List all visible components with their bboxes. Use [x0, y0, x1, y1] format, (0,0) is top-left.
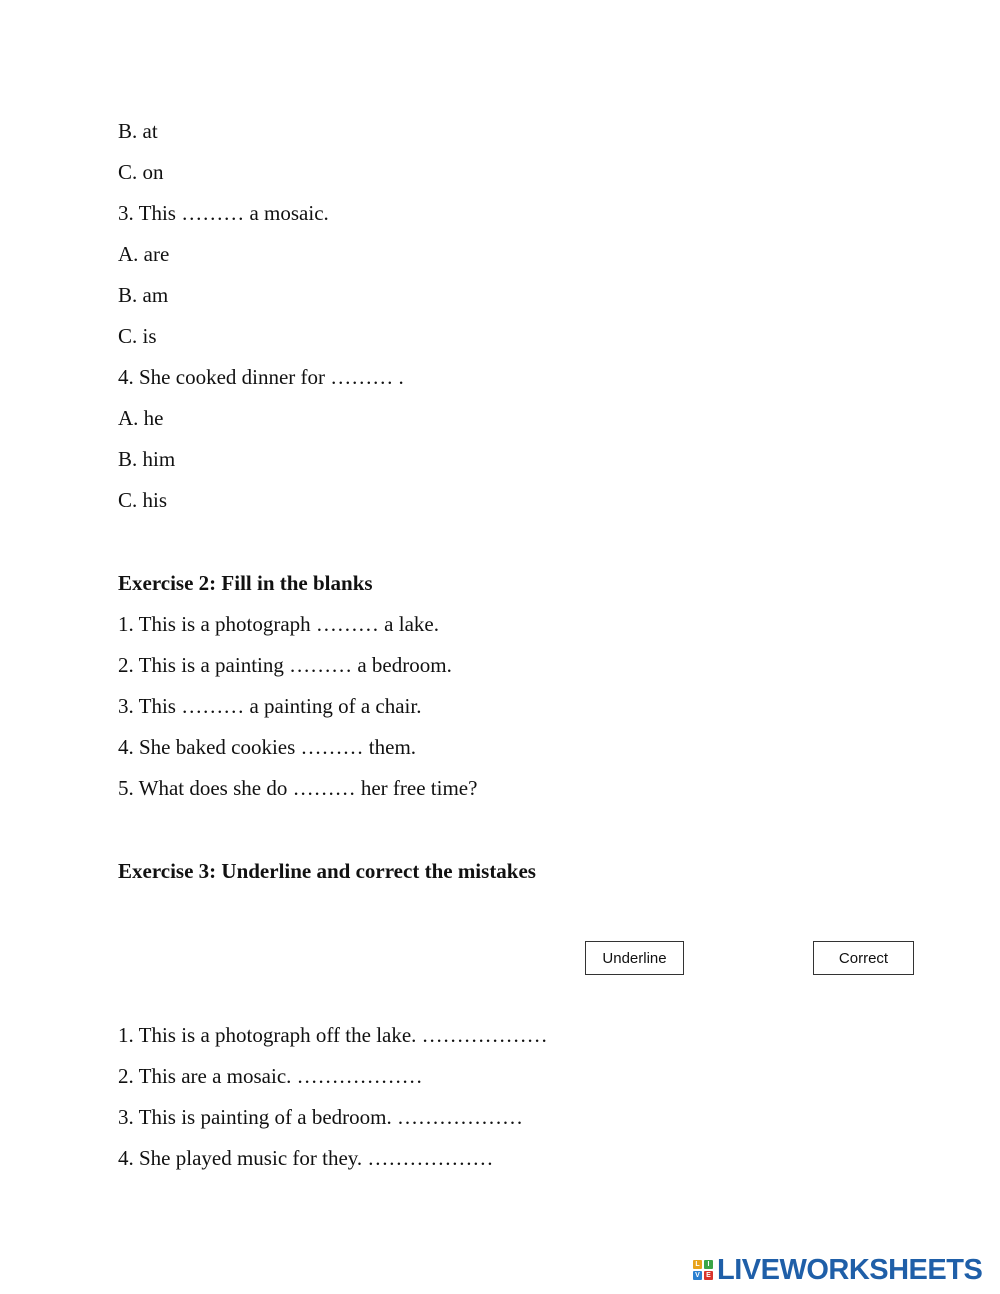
correct-label-box: Correct [813, 941, 914, 975]
logo-mark-letter-e: E [704, 1271, 713, 1280]
logo-mark-letter-v: V [693, 1271, 702, 1280]
ex2-item-2: 2. This is a painting ……… a bedroom. [118, 653, 452, 677]
ex1-q3-option-b: B. am [118, 283, 169, 307]
ex1-q3-option-c: C. is [118, 324, 157, 348]
ex1-question-4: 4. She cooked dinner for ……… . [118, 365, 404, 389]
ex1-q4-option-c: C. his [118, 488, 168, 512]
ex2-item-4: 4. She baked cookies ……… them. [118, 735, 417, 759]
ex2-item-5: 5. What does she do ……… her free time? [118, 776, 478, 800]
ex3-item-1: 1. This is a photograph off the lake. ……………… [118, 1023, 548, 1047]
logo-text: LIVEWORKSHEETS [717, 1253, 983, 1286]
ex1-q4-option-b: B. him [118, 447, 176, 471]
logo-mark-icon [693, 1260, 713, 1280]
logo-mark-letter-i: I [704, 1260, 713, 1269]
exercise-2-title: Exercise 2: Fill in the blanks [118, 571, 373, 595]
underline-label-box: Underline [585, 941, 684, 975]
ex3-item-2: 2. This are a mosaic. ……………… [118, 1064, 423, 1088]
ex2-item-3: 3. This ……… a painting of a chair. [118, 694, 422, 718]
ex1-q4-option-a: A. he [118, 406, 164, 430]
logo-mark-letter-l: L [693, 1260, 702, 1269]
ex2-item-1: 1. This is a photograph ……… a lake. [118, 612, 439, 636]
ex1-option-b-at: B. at [118, 119, 158, 143]
ex1-option-c-on: C. on [118, 160, 164, 184]
ex1-q3-option-a: A. are [118, 242, 170, 266]
ex3-item-4: 4. She played music for they. ……………… [118, 1146, 494, 1170]
ex3-item-3: 3. This is painting of a bedroom. ……………… [118, 1105, 523, 1129]
exercise-3-title: Exercise 3: Underline and correct the mistakes [118, 859, 536, 883]
liveworksheets-logo [693, 1252, 982, 1288]
ex1-question-3: 3. This ……… a mosaic. [118, 201, 329, 225]
